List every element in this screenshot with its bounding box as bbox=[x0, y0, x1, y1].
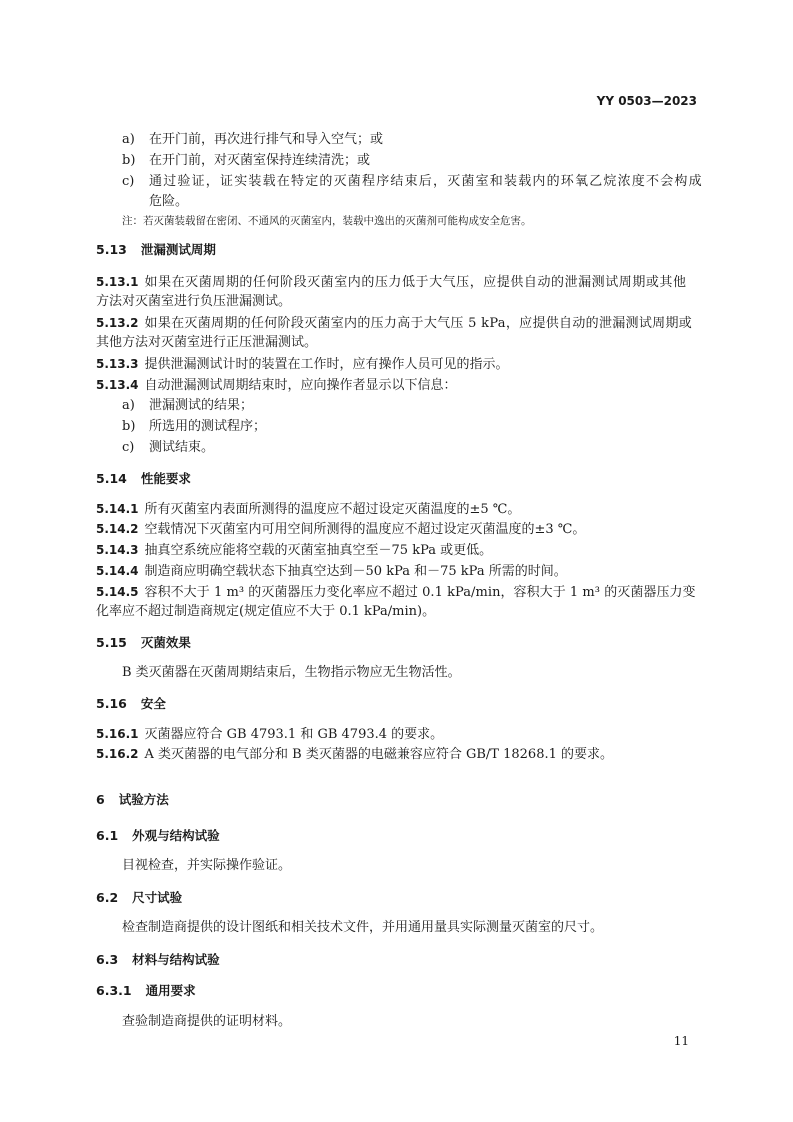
section-number: 6.1 bbox=[96, 828, 119, 843]
section-number: 6.3 bbox=[96, 952, 119, 967]
clause bbox=[96, 499, 520, 520]
paragraph: 检查制造商提供的设计图纸和相关技术文件，并用通用量具实际测量灭菌室的尺寸。 bbox=[122, 920, 604, 935]
section-heading bbox=[96, 950, 220, 968]
list-item bbox=[122, 130, 383, 150]
clause-text: 制造商应明确空载状态下抽真空达到－50 kPa 和－75 kPa 所需的时间。 bbox=[144, 564, 567, 579]
clause-text: 如果在灭菌周期的任何阶段灭菌室内的压力低于大气压，应提供自动的泄漏测试周期或其他 bbox=[144, 275, 687, 290]
subsection-heading bbox=[96, 981, 196, 999]
list-label: b) bbox=[122, 419, 136, 434]
clause bbox=[96, 724, 443, 745]
section-heading bbox=[96, 888, 182, 906]
clause bbox=[96, 272, 687, 293]
list-label: c) bbox=[122, 174, 135, 189]
clause-text-continued: 其他方法对灭菌室进行正压泄漏测试。 bbox=[96, 335, 318, 350]
section-title: 尺寸试验 bbox=[132, 890, 183, 905]
paragraph: B 类灭菌器在灭菌周期结束后，生物指示物应无生物活性。 bbox=[122, 665, 461, 680]
chapter-title: 试验方法 bbox=[118, 792, 169, 807]
clause-number: 5.14.4 bbox=[96, 564, 139, 578]
note: 注：若灭菌装载留在密闭、不通风的灭菌室内，装载中逸出的灭菌剂可能构成安全危害。 bbox=[122, 215, 532, 227]
section-title: 性能要求 bbox=[140, 471, 191, 486]
section-number: 5.15 bbox=[96, 635, 127, 650]
clause-number: 5.14.5 bbox=[96, 585, 139, 599]
section-number: 5.16 bbox=[96, 696, 127, 711]
section-title: 安全 bbox=[140, 696, 166, 711]
subsection-title: 通用要求 bbox=[145, 983, 196, 998]
page-number: 11 bbox=[673, 1034, 689, 1048]
section-heading bbox=[96, 633, 191, 651]
section-number: 5.13 bbox=[96, 242, 127, 257]
clause bbox=[96, 519, 585, 540]
list-label: a) bbox=[122, 132, 135, 147]
clause-text: A 类灭菌器的电气部分和 B 类灭菌器的电磁兼容应符合 GB/T 18268.1 的要求。 bbox=[144, 747, 613, 762]
clause-text: 容积不大于 1 m³ 的灭菌器压力变化率应不超过 0.1 kPa/min，容积大于 1 m³ 的灭菌器压力变 bbox=[144, 585, 696, 600]
subsection-number: 6.3.1 bbox=[96, 983, 132, 998]
clause-number: 5.13.4 bbox=[96, 378, 139, 392]
list-item bbox=[122, 172, 703, 192]
clause-text-continued: 化率应不超过制造商规定(规定值应不大于 0.1 kPa/min)。 bbox=[96, 604, 436, 619]
section-heading bbox=[96, 240, 216, 258]
section-title: 材料与结构试验 bbox=[132, 952, 220, 967]
clause-text: 自动泄漏测试周期结束时，应向操作者显示以下信息： bbox=[144, 378, 457, 393]
clause bbox=[96, 582, 696, 603]
section-heading bbox=[96, 469, 191, 487]
list-label: c) bbox=[122, 440, 135, 455]
clause-text: 如果在灭菌周期的任何阶段灭菌室内的压力高于大气压 5 kPa，应提供自动的泄漏测试周期或 bbox=[144, 316, 693, 331]
paragraph: 目视检查，并实际操作验证。 bbox=[122, 858, 292, 873]
clause bbox=[96, 561, 567, 582]
section-number: 5.14 bbox=[96, 471, 127, 486]
clause bbox=[96, 540, 492, 561]
clause-text: 提供泄漏测试计时的装置在工作时，应有操作人员可见的指示。 bbox=[144, 357, 509, 372]
clause bbox=[96, 375, 457, 396]
clause bbox=[96, 744, 613, 765]
clause-number: 5.13.2 bbox=[96, 316, 139, 330]
list-text-continued: 危险。 bbox=[149, 194, 189, 209]
list-item bbox=[122, 438, 214, 458]
list-text: 所选用的测试程序； bbox=[149, 419, 267, 434]
list-item bbox=[122, 396, 253, 416]
clause-number: 5.13.3 bbox=[96, 357, 139, 371]
list-item bbox=[122, 151, 370, 171]
section-title: 外观与结构试验 bbox=[132, 828, 220, 843]
clause-number: 5.16.1 bbox=[96, 727, 139, 741]
clause-number: 5.14.1 bbox=[96, 502, 139, 516]
section-title: 灭菌效果 bbox=[140, 635, 191, 650]
chapter-number: 6 bbox=[96, 792, 105, 807]
section-title: 泄漏测试周期 bbox=[140, 242, 216, 257]
clause-text: 所有灭菌室内表面所测得的温度应不超过设定灭菌温度的±5 ℃。 bbox=[144, 502, 521, 517]
clause-number: 5.13.1 bbox=[96, 275, 139, 289]
clause-text-continued: 方法对灭菌室进行负压泄漏测试。 bbox=[96, 294, 292, 309]
list-text: 在开门前，对灭菌室保持连续清洗；或 bbox=[149, 153, 371, 168]
paragraph: 查验制造商提供的证明材料。 bbox=[122, 1014, 292, 1029]
chapter-heading bbox=[96, 790, 169, 808]
list-text: 泄漏测试的结果； bbox=[149, 398, 254, 413]
clause bbox=[96, 313, 692, 334]
clause-number: 5.16.2 bbox=[96, 747, 139, 761]
section-number: 6.2 bbox=[96, 890, 119, 905]
clause-text: 抽真空系统应能将空载的灭菌室抽真空至－75 kPa 或更低。 bbox=[144, 543, 493, 558]
clause bbox=[96, 354, 509, 375]
clause-number: 5.14.3 bbox=[96, 543, 139, 557]
list-label: b) bbox=[122, 153, 136, 168]
clause-text: 空载情况下灭菌室内可用空间所测得的温度应不超过设定灭菌温度的±3 ℃。 bbox=[144, 522, 586, 537]
document-id: YY 0503—2023 bbox=[596, 94, 697, 108]
clause-text: 灭菌器应符合 GB 4793.1 和 GB 4793.4 的要求。 bbox=[144, 727, 444, 742]
list-item bbox=[122, 417, 266, 437]
section-heading bbox=[96, 826, 220, 844]
list-label: a) bbox=[122, 398, 135, 413]
section-heading bbox=[96, 694, 166, 712]
list-text: 在开门前，再次进行排气和导入空气；或 bbox=[149, 132, 384, 147]
list-text: 测试结束。 bbox=[149, 440, 215, 455]
clause-number: 5.14.2 bbox=[96, 522, 139, 536]
list-text: 通过验证，证实装载在特定的灭菌程序结束后，灭菌室和装载内的环氧乙烷浓度不会构成 bbox=[149, 174, 703, 189]
